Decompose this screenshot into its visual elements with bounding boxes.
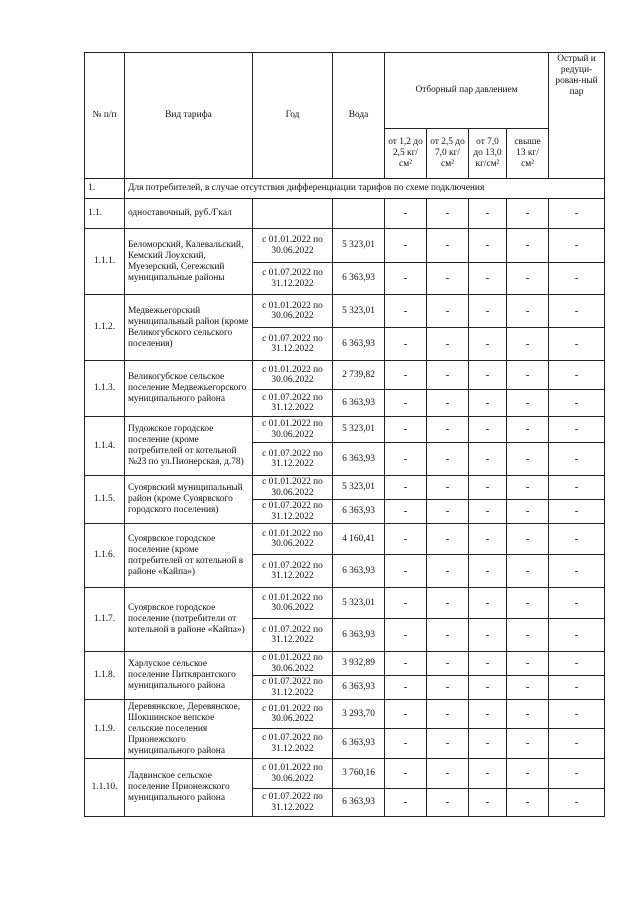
row-water-value: 6 363,93 xyxy=(333,263,385,295)
row-water-value: 3 293,70 xyxy=(333,700,385,729)
dash-cell: - xyxy=(427,700,469,729)
row-period: с 01.07.2022 по 31.12.2022 xyxy=(253,390,333,417)
row-name: Пудожское городское поселение (кроме потребителей от котельной №23 по ул.Пионерская, д.78) xyxy=(125,417,253,476)
dash-cell: - xyxy=(507,361,549,390)
dash-cell: - xyxy=(469,524,507,555)
dash-cell: - xyxy=(385,361,427,390)
dash-cell: - xyxy=(427,328,469,361)
dash-cell: - xyxy=(385,524,427,555)
tariff-table xyxy=(84,52,605,817)
row-num: 1.1.3. xyxy=(85,361,125,417)
dash-cell: - xyxy=(385,263,427,295)
section-num: 1. xyxy=(85,179,125,199)
dash-cell: - xyxy=(507,789,549,817)
row-name: Суоярвское городское поселение (потребители от котельной в районе «Кайпа») xyxy=(125,588,253,652)
dash-cell: - xyxy=(469,476,507,500)
dash-cell: - xyxy=(549,417,605,443)
row-period: с 01.07.2022 по 31.12.2022 xyxy=(253,676,333,700)
row-water-value: 6 363,93 xyxy=(333,390,385,417)
dash-cell: - xyxy=(385,443,427,476)
dash-cell: - xyxy=(427,476,469,500)
dash-cell: - xyxy=(549,588,605,619)
dash-cell: - xyxy=(549,295,605,328)
dash-cell: - xyxy=(549,476,605,500)
row-period: с 01.01.2022 по 30.06.2022 xyxy=(253,295,333,328)
dash-cell: - xyxy=(549,263,605,295)
dash-cell: - xyxy=(469,700,507,729)
header-num: № п/п xyxy=(85,53,125,179)
dash-cell: - xyxy=(385,729,427,759)
dash-cell: - xyxy=(385,390,427,417)
dash-cell: - xyxy=(507,443,549,476)
dash-cell: - xyxy=(469,328,507,361)
dash-cell: - xyxy=(507,652,549,676)
dash-cell: - xyxy=(427,500,469,524)
dash-cell: - xyxy=(507,263,549,295)
table-row xyxy=(85,700,605,729)
dash-cell: - xyxy=(549,700,605,729)
dash-cell: - xyxy=(507,619,549,652)
dash-cell: - xyxy=(549,619,605,652)
dash-cell: - xyxy=(507,555,549,588)
header-sharp-steam: Острый и редуци-рован-ный пар xyxy=(549,53,605,179)
table-row xyxy=(85,361,605,390)
dash-cell: - xyxy=(469,789,507,817)
row-period: с 01.07.2022 по 31.12.2022 xyxy=(253,789,333,817)
dash-cell: - xyxy=(469,619,507,652)
row-period: с 01.01.2022 по 30.06.2022 xyxy=(253,361,333,390)
row-name: Суоярвский муниципальный район (кроме Суоярвского городского поселения) xyxy=(125,476,253,524)
row-num: 1.1.7. xyxy=(85,588,125,652)
dash-cell: - xyxy=(469,555,507,588)
row-num: 1.1.2. xyxy=(85,295,125,361)
row-num: 1.1.9. xyxy=(85,700,125,759)
dash-cell: - xyxy=(469,676,507,700)
dash-cell: - xyxy=(385,700,427,729)
dash-cell: - xyxy=(469,588,507,619)
dash-cell: - xyxy=(469,295,507,328)
dash-cell: - xyxy=(549,390,605,417)
row-period: с 01.07.2022 по 31.12.2022 xyxy=(253,555,333,588)
dash-cell: - xyxy=(385,652,427,676)
dash-cell: - xyxy=(385,619,427,652)
row-name: Ладвинское сельское поселение Прионежского муниципального района xyxy=(125,759,253,817)
row-period: с 01.01.2022 по 30.06.2022 xyxy=(253,524,333,555)
table-row xyxy=(85,295,605,328)
section-title: Для потребителей, в случае отсутствия дифференциации тарифов по схеме подключения xyxy=(125,179,605,199)
row-num: 1.1.5. xyxy=(85,476,125,524)
row-name: Медвежьегорский муниципальный район (кроме Великогубского сельского поселения) xyxy=(125,295,253,361)
dash-cell: - xyxy=(385,199,427,229)
row-water-value: 6 363,93 xyxy=(333,328,385,361)
table-row xyxy=(85,652,605,676)
dash-cell: - xyxy=(427,524,469,555)
row-period: с 01.01.2022 по 30.06.2022 xyxy=(253,229,333,263)
dash-cell: - xyxy=(427,652,469,676)
dash-cell: - xyxy=(507,417,549,443)
row-water-value: 4 160,41 xyxy=(333,524,385,555)
dash-cell: - xyxy=(469,652,507,676)
dash-cell: - xyxy=(549,361,605,390)
dash-cell: - xyxy=(427,729,469,759)
row-water-value: 6 363,93 xyxy=(333,443,385,476)
dash-cell: - xyxy=(427,263,469,295)
dash-cell: - xyxy=(427,199,469,229)
dash-cell: - xyxy=(507,729,549,759)
dash-cell: - xyxy=(549,328,605,361)
dash-cell: - xyxy=(427,588,469,619)
dash-cell: - xyxy=(469,729,507,759)
table-row xyxy=(85,476,605,500)
row-period: с 01.01.2022 по 30.06.2022 xyxy=(253,588,333,619)
header-water: Вода xyxy=(333,53,385,179)
dash-cell: - xyxy=(427,417,469,443)
dash-cell: - xyxy=(469,263,507,295)
dash-cell: - xyxy=(507,524,549,555)
row-period: с 01.01.2022 по 30.06.2022 xyxy=(253,700,333,729)
row-water-value: 6 363,93 xyxy=(333,500,385,524)
dash-cell: - xyxy=(385,588,427,619)
row-period: с 01.01.2022 по 30.06.2022 xyxy=(253,652,333,676)
dash-cell: - xyxy=(427,759,469,789)
dash-cell: - xyxy=(469,417,507,443)
dash-cell: - xyxy=(549,759,605,789)
dash-cell: - xyxy=(507,390,549,417)
row-name: Беломорский, Калевальский, Кемский Лоухский, Муезерский, Сегежский муниципальные районы xyxy=(125,229,253,295)
dash-cell: - xyxy=(385,789,427,817)
table-row xyxy=(85,759,605,789)
row-water-value: 5 323,01 xyxy=(333,588,385,619)
row-num: 1.1.1. xyxy=(85,229,125,295)
dash-cell: - xyxy=(427,390,469,417)
dash-cell: - xyxy=(507,199,549,229)
row-water-value: 6 363,93 xyxy=(333,789,385,817)
dash-cell: - xyxy=(385,676,427,700)
dash-cell: - xyxy=(427,676,469,700)
dash-cell: - xyxy=(385,328,427,361)
dash-cell: - xyxy=(469,500,507,524)
row-name: Деревянкское, Деревянское, Шокшинское вепское сельские поселения Прионежского муниципального района xyxy=(125,700,253,759)
header-year: Год xyxy=(253,53,333,179)
row-period: с 01.07.2022 по 31.12.2022 xyxy=(253,443,333,476)
dash-cell: - xyxy=(385,295,427,328)
dash-cell: - xyxy=(549,229,605,263)
dash-cell: - xyxy=(469,759,507,789)
dash-cell: - xyxy=(469,229,507,263)
dash-cell: - xyxy=(549,729,605,759)
dash-cell: - xyxy=(427,295,469,328)
dash-cell: - xyxy=(549,199,605,229)
table-row xyxy=(85,417,605,443)
dash-cell: - xyxy=(507,500,549,524)
row-name: Великогубское сельское поселение Медвежьегорского муниципального района xyxy=(125,361,253,417)
dash-cell: - xyxy=(385,500,427,524)
row-period: с 01.07.2022 по 31.12.2022 xyxy=(253,619,333,652)
dash-cell: - xyxy=(427,229,469,263)
header-pressure-1: от 1,2 до 2,5 кг/см² xyxy=(385,129,427,179)
row-water-value: 2 739,82 xyxy=(333,361,385,390)
dash-cell: - xyxy=(427,619,469,652)
header-pressure-4: свыше 13 кг/см² xyxy=(507,129,549,179)
header-pressure-3: от 7,0 до 13,0 кг/см² xyxy=(469,129,507,179)
dash-cell: - xyxy=(469,390,507,417)
dash-cell: - xyxy=(549,789,605,817)
dash-cell: - xyxy=(427,555,469,588)
dash-cell: - xyxy=(385,229,427,263)
dash-cell: - xyxy=(427,361,469,390)
dash-cell: - xyxy=(427,443,469,476)
dash-cell: - xyxy=(469,443,507,476)
row-num: 1.1.10. xyxy=(85,759,125,817)
row-period: с 01.01.2022 по 30.06.2022 xyxy=(253,759,333,789)
dash-cell: - xyxy=(507,328,549,361)
row-name: Суоярвское городское поселение (кроме потребителей от котельной в районе «Кайпа») xyxy=(125,524,253,588)
row-name: Харлуское сельское поселение Питкярантского муниципального района xyxy=(125,652,253,700)
dash-cell: - xyxy=(385,759,427,789)
dash-cell: - xyxy=(549,524,605,555)
dash-cell: - xyxy=(385,476,427,500)
subsection-num: 1.1. xyxy=(85,199,125,229)
row-water-value: 3 932,89 xyxy=(333,652,385,676)
row-num: 1.1.6. xyxy=(85,524,125,588)
row-num: 1.1.8. xyxy=(85,652,125,700)
row-water-value: 6 363,93 xyxy=(333,555,385,588)
row-water-value: 6 363,93 xyxy=(333,676,385,700)
dash-cell: - xyxy=(507,588,549,619)
row-period: с 01.07.2022 по 31.12.2022 xyxy=(253,729,333,759)
subsection-year xyxy=(253,199,333,229)
subsection-water xyxy=(333,199,385,229)
row-water-value: 3 760,16 xyxy=(333,759,385,789)
dash-cell: - xyxy=(549,443,605,476)
dash-cell: - xyxy=(549,555,605,588)
row-water-value: 5 323,01 xyxy=(333,295,385,328)
row-water-value: 5 323,01 xyxy=(333,417,385,443)
subsection-title: одноставочный, руб./Гкал xyxy=(125,199,253,229)
dash-cell: - xyxy=(549,676,605,700)
dash-cell: - xyxy=(385,417,427,443)
row-water-value: 6 363,93 xyxy=(333,729,385,759)
dash-cell: - xyxy=(507,229,549,263)
row-period: с 01.01.2022 по 30.06.2022 xyxy=(253,476,333,500)
dash-cell: - xyxy=(385,555,427,588)
dash-cell: - xyxy=(549,652,605,676)
header-steam: Отборный пар давлением xyxy=(385,53,549,129)
dash-cell: - xyxy=(469,361,507,390)
table-row xyxy=(85,524,605,555)
row-water-value: 5 323,01 xyxy=(333,476,385,500)
row-water-value: 6 363,93 xyxy=(333,619,385,652)
dash-cell: - xyxy=(507,700,549,729)
dash-cell: - xyxy=(507,676,549,700)
table-row xyxy=(85,588,605,619)
dash-cell: - xyxy=(549,500,605,524)
row-period: с 01.07.2022 по 31.12.2022 xyxy=(253,328,333,361)
dash-cell: - xyxy=(507,295,549,328)
dash-cell: - xyxy=(469,199,507,229)
dash-cell: - xyxy=(507,759,549,789)
row-num: 1.1.4. xyxy=(85,417,125,476)
table-row xyxy=(85,229,605,263)
header-pressure-2: от 2,5 до 7,0 кг/см² xyxy=(427,129,469,179)
row-period: с 01.07.2022 по 31.12.2022 xyxy=(253,263,333,295)
dash-cell: - xyxy=(507,476,549,500)
row-period: с 01.07.2022 по 31.12.2022 xyxy=(253,500,333,524)
row-water-value: 5 323,01 xyxy=(333,229,385,263)
row-period: с 01.01.2022 по 30.06.2022 xyxy=(253,417,333,443)
header-tariff-type: Вид тарифа xyxy=(125,53,253,179)
dash-cell: - xyxy=(427,789,469,817)
